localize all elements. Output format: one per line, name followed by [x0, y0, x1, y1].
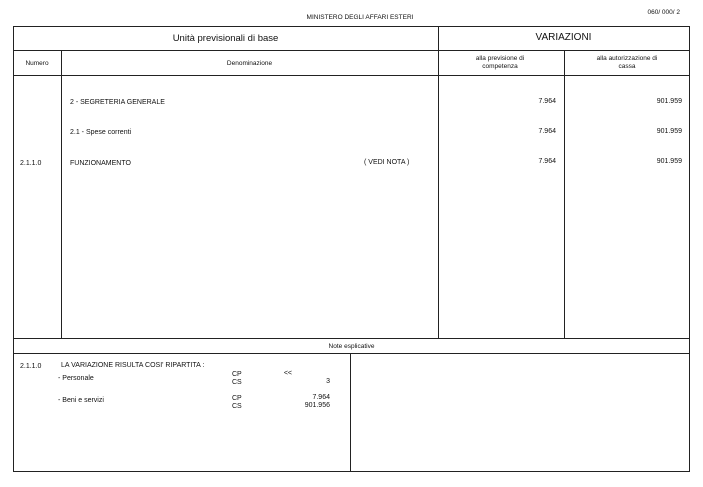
table-bottom-border	[13, 471, 690, 472]
notes-title: Note esplicative	[328, 343, 375, 350]
header-divider	[13, 50, 690, 51]
page-code: 060/ 000/ 2	[647, 9, 680, 16]
notes-item-label: - Personale	[58, 375, 94, 382]
col-header-competenza: alla previsione di competenza	[475, 55, 525, 70]
row-competenza: 7.964	[538, 158, 556, 165]
row-cassa: 901.959	[656, 158, 682, 165]
variazioni-title: VARIAZIONI	[535, 32, 592, 43]
notes-cs-label: CS	[232, 379, 242, 386]
row-numero: 2.1.1.0	[20, 160, 42, 167]
notes-item-label: - Beni e servizi	[58, 397, 104, 404]
notes-heading: LA VARIAZIONE RISULTA COSI' RIPARTITA :	[61, 362, 205, 369]
col-header-cassa: alla autorizzazione di cassa	[596, 55, 658, 70]
row-nota: ( VEDI NOTA )	[364, 159, 410, 166]
row-cassa: 901.959	[656, 98, 682, 105]
notes-cp-value: 7.964	[312, 394, 330, 401]
notes-cs-label: CS	[232, 403, 242, 410]
notes-cs-value: 901.956	[304, 402, 330, 409]
table-body-bottom	[13, 338, 690, 339]
col-line-variazioni	[438, 26, 439, 339]
row-denominazione: FUNZIONAMENTO	[70, 160, 131, 167]
notes-title-divider	[13, 353, 690, 354]
upb-title: Unità previsionali di base	[172, 33, 279, 44]
table-top-border	[13, 26, 690, 27]
notes-cs-value: 3	[326, 378, 330, 385]
row-competenza: 7.964	[538, 98, 556, 105]
notes-numero: 2.1.1.0	[20, 363, 42, 370]
col-header-numero: Numero	[25, 60, 49, 67]
col-line-numero	[61, 50, 62, 339]
subheader-divider	[13, 75, 690, 76]
table-left-border	[13, 26, 14, 472]
row-denominazione: 2 - SEGRETERIA GENERALE	[70, 99, 165, 106]
col-line-cassa	[564, 50, 565, 339]
row-denominazione: 2.1 - Spese correnti	[70, 129, 132, 136]
col-header-denominazione: Denominazione	[226, 60, 273, 67]
notes-divider	[350, 353, 351, 472]
row-competenza: 7.964	[538, 128, 556, 135]
notes-cp-label: CP	[232, 371, 242, 378]
notes-cp-label: CP	[232, 395, 242, 402]
row-cassa: 901.959	[656, 128, 682, 135]
table-right-border	[689, 26, 690, 472]
ministry-title: MINISTERO DEGLI AFFARI ESTERI	[306, 14, 414, 21]
notes-cp-value: <<	[283, 370, 292, 377]
